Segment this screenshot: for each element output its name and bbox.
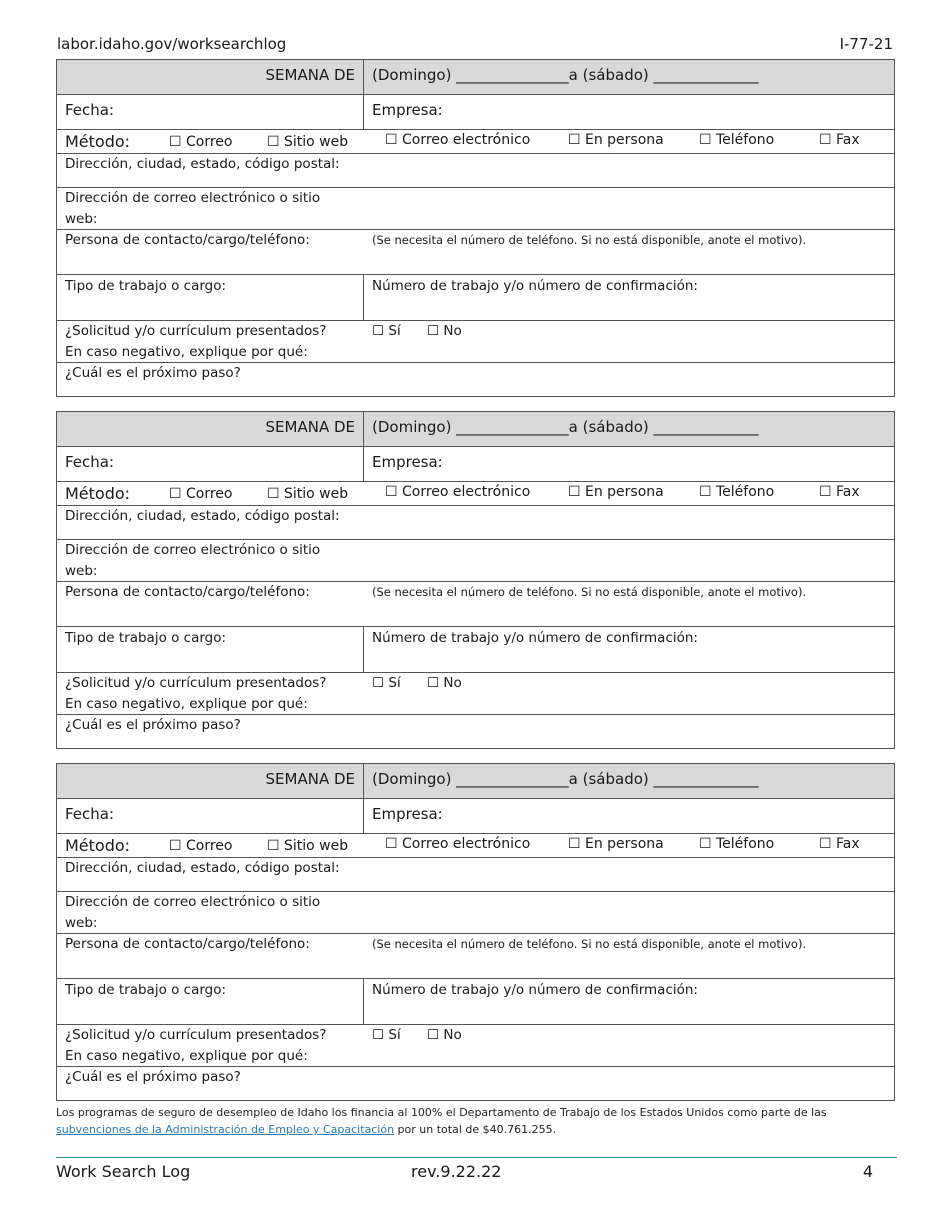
method-label: Método: xyxy=(65,836,131,855)
method-fax-checkbox[interactable]: ☐ Fax xyxy=(819,132,860,148)
week-of-label: SEMANA DE xyxy=(265,418,355,436)
application-question: ¿Solicitud y/o currículum presentados? xyxy=(65,323,327,339)
address-row xyxy=(57,505,894,539)
next-step-row xyxy=(57,1066,894,1100)
method-row xyxy=(57,129,894,153)
next-step-field[interactable]: ¿Cuál es el próximo paso? xyxy=(65,365,241,381)
contact-row xyxy=(57,229,894,274)
application-row xyxy=(57,672,894,714)
application-no-checkbox[interactable]: ☐ No xyxy=(427,675,462,691)
phone-note: (Se necesita el número de teléfono. Si no está disponible, anote el motivo). xyxy=(372,937,807,951)
method-website-checkbox[interactable]: ☐ Sitio web xyxy=(267,838,349,854)
application-explain[interactable]: En caso negativo, explique por qué: xyxy=(65,1048,308,1064)
job-row xyxy=(57,978,894,1024)
job-type-field[interactable]: Tipo de trabajo o cargo: xyxy=(65,278,227,294)
email-label-line2: web: xyxy=(65,563,98,579)
application-question: ¿Solicitud y/o currículum presentados? xyxy=(65,1027,327,1043)
application-no-checkbox[interactable]: ☐ No xyxy=(427,1027,462,1043)
work-search-entry xyxy=(56,763,895,1101)
job-row xyxy=(57,274,894,320)
week-row xyxy=(57,764,894,798)
week-range-field[interactable]: (Domingo) _______________a (sábado) ______________ xyxy=(372,66,759,84)
date-field[interactable]: Fecha: xyxy=(65,453,115,471)
funding-link[interactable]: subvenciones de la Administración de Empleo y Capacitación xyxy=(56,1123,395,1136)
week-of-label: SEMANA DE xyxy=(265,66,355,84)
phone-note: (Se necesita el número de teléfono. Si no está disponible, anote el motivo). xyxy=(372,585,807,599)
application-yes-checkbox[interactable]: ☐ Sí xyxy=(372,1027,401,1043)
method-mail-checkbox[interactable]: ☐ Correo xyxy=(169,486,233,502)
method-phone-checkbox[interactable]: ☐ Teléfono xyxy=(699,132,775,148)
method-label: Método: xyxy=(65,484,131,503)
email-label-line1[interactable]: Dirección de correo electrónico o sitio xyxy=(65,894,321,910)
footer-title: Work Search Log xyxy=(56,1162,191,1181)
method-phone-checkbox[interactable]: ☐ Teléfono xyxy=(699,836,775,852)
job-number-field[interactable]: Número de trabajo y/o número de confirmación: xyxy=(372,982,698,998)
method-website-checkbox[interactable]: ☐ Sitio web xyxy=(267,134,349,150)
application-row xyxy=(57,320,894,362)
method-mail-checkbox[interactable]: ☐ Correo xyxy=(169,838,233,854)
funding-tail: por un total de $40.761.255. xyxy=(394,1123,557,1136)
address-row xyxy=(57,153,894,187)
email-label-line1[interactable]: Dirección de correo electrónico o sitio xyxy=(65,190,321,206)
job-row xyxy=(57,626,894,672)
date-employer-row xyxy=(57,446,894,481)
date-field[interactable]: Fecha: xyxy=(65,101,115,119)
method-fax-checkbox[interactable]: ☐ Fax xyxy=(819,836,860,852)
funding-text: Los programas de seguro de desempleo de Idaho los financia al 100% el Departamento de Trabajo de los Estados Unidos como parte de las xyxy=(56,1106,827,1119)
method-mail-checkbox[interactable]: ☐ Correo xyxy=(169,134,233,150)
date-employer-row xyxy=(57,798,894,833)
job-type-field[interactable]: Tipo de trabajo o cargo: xyxy=(65,630,227,646)
email-row xyxy=(57,187,894,229)
page-number: 4 xyxy=(862,1162,873,1181)
week-row xyxy=(57,60,894,94)
job-number-field[interactable]: Número de trabajo y/o número de confirmación: xyxy=(372,630,698,646)
phone-note: (Se necesita el número de teléfono. Si no está disponible, anote el motivo). xyxy=(372,233,807,247)
next-step-field[interactable]: ¿Cuál es el próximo paso? xyxy=(65,717,241,733)
funding-note xyxy=(56,1104,856,1138)
application-yes-checkbox[interactable]: ☐ Sí xyxy=(372,675,401,691)
email-label-line1[interactable]: Dirección de correo electrónico o sitio xyxy=(65,542,321,558)
method-fax-checkbox[interactable]: ☐ Fax xyxy=(819,484,860,500)
application-question: ¿Solicitud y/o currículum presentados? xyxy=(65,675,327,691)
address-field[interactable]: Dirección, ciudad, estado, código postal: xyxy=(65,156,340,172)
method-phone-checkbox[interactable]: ☐ Teléfono xyxy=(699,484,775,500)
email-row xyxy=(57,891,894,933)
email-label-line2: web: xyxy=(65,211,98,227)
method-row xyxy=(57,481,894,505)
date-field[interactable]: Fecha: xyxy=(65,805,115,823)
method-in-person-checkbox[interactable]: ☐ En persona xyxy=(568,484,664,500)
method-email-checkbox[interactable]: ☐ Correo electrónico xyxy=(385,836,531,852)
method-email-checkbox[interactable]: ☐ Correo electrónico xyxy=(385,484,531,500)
address-row xyxy=(57,857,894,891)
method-in-person-checkbox[interactable]: ☐ En persona xyxy=(568,132,664,148)
header-url: labor.idaho.gov/worksearchlog xyxy=(57,35,287,53)
method-email-checkbox[interactable]: ☐ Correo electrónico xyxy=(385,132,531,148)
application-explain[interactable]: En caso negativo, explique por qué: xyxy=(65,696,308,712)
job-type-field[interactable]: Tipo de trabajo o cargo: xyxy=(65,982,227,998)
contact-row xyxy=(57,581,894,626)
application-yes-checkbox[interactable]: ☐ Sí xyxy=(372,323,401,339)
contact-field[interactable]: Persona de contacto/cargo/teléfono: xyxy=(65,232,310,248)
method-label: Método: xyxy=(65,132,131,151)
application-explain[interactable]: En caso negativo, explique por qué: xyxy=(65,344,308,360)
week-range-field[interactable]: (Domingo) _______________a (sábado) ______________ xyxy=(372,418,759,436)
method-in-person-checkbox[interactable]: ☐ En persona xyxy=(568,836,664,852)
employer-field[interactable]: Empresa: xyxy=(372,805,443,823)
work-search-entry xyxy=(56,411,895,749)
week-row xyxy=(57,412,894,446)
contact-field[interactable]: Persona de contacto/cargo/teléfono: xyxy=(65,584,310,600)
work-search-entry xyxy=(56,59,895,397)
method-row xyxy=(57,833,894,857)
contact-field[interactable]: Persona de contacto/cargo/teléfono: xyxy=(65,936,310,952)
next-step-row xyxy=(57,362,894,396)
next-step-field[interactable]: ¿Cuál es el próximo paso? xyxy=(65,1069,241,1085)
job-number-field[interactable]: Número de trabajo y/o número de confirmación: xyxy=(372,278,698,294)
email-label-line2: web: xyxy=(65,915,98,931)
email-row xyxy=(57,539,894,581)
date-employer-row xyxy=(57,94,894,129)
week-of-label: SEMANA DE xyxy=(265,770,355,788)
method-website-checkbox[interactable]: ☐ Sitio web xyxy=(267,486,349,502)
employer-field[interactable]: Empresa: xyxy=(372,453,443,471)
form-code: I-77-21 xyxy=(839,35,893,53)
next-step-row xyxy=(57,714,894,748)
footer-rule xyxy=(56,1157,897,1158)
employer-field[interactable]: Empresa: xyxy=(372,101,443,119)
footer-revision: rev.9.22.22 xyxy=(411,1162,502,1181)
application-no-checkbox[interactable]: ☐ No xyxy=(427,323,462,339)
address-field[interactable]: Dirección, ciudad, estado, código postal: xyxy=(65,860,340,876)
week-range-field[interactable]: (Domingo) _______________a (sábado) ______________ xyxy=(372,770,759,788)
application-row xyxy=(57,1024,894,1066)
contact-row xyxy=(57,933,894,978)
address-field[interactable]: Dirección, ciudad, estado, código postal: xyxy=(65,508,340,524)
